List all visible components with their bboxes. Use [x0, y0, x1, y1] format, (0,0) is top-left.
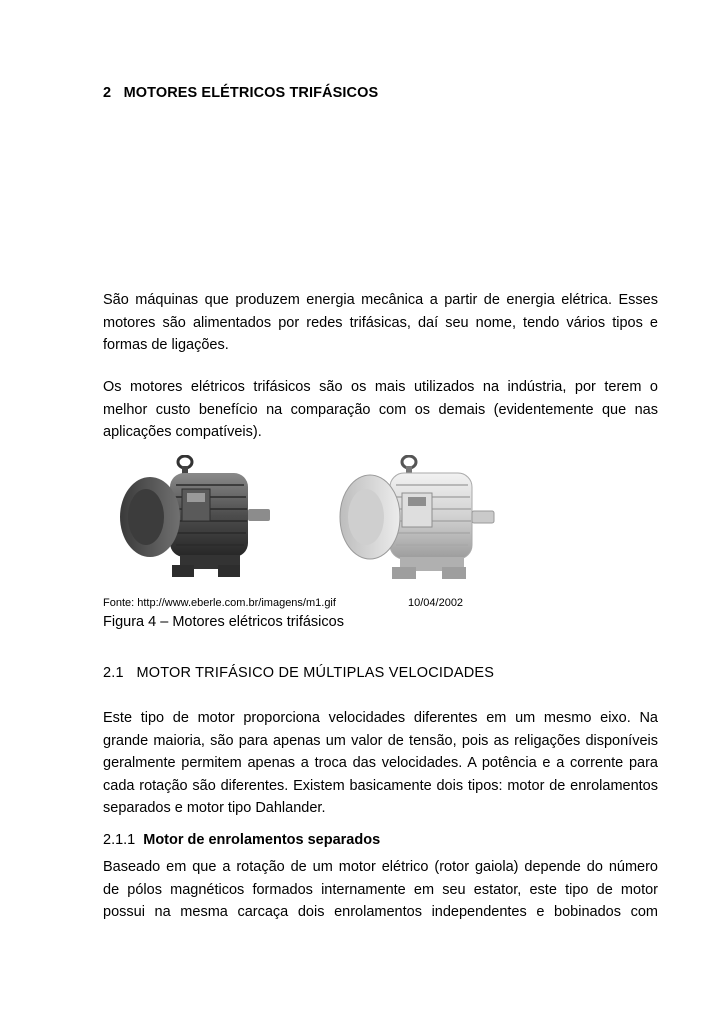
source-date: 10/04/2002: [408, 597, 464, 609]
section-paragraph: [103, 707, 658, 820]
section-heading: 2.1 MOTOR TRIFÁSICO DE MÚLTIPLAS VELOCIDADES: [103, 665, 495, 681]
subsection-title: Motor de enrolamentos separados: [143, 832, 381, 848]
text-line: aplicações compatíveis).: [103, 424, 262, 440]
text-line: motores são alimentados por redes trifásicas, daí seu nome, tendo vários tipos e: [103, 314, 658, 331]
chapter-title: MOTORES ELÉTRICOS TRIFÁSICOS: [123, 85, 379, 101]
text-line: separados e motor tipo Dahlander.: [103, 800, 326, 816]
intro-paragraph-1: [103, 289, 658, 357]
chapter-heading: [103, 85, 378, 101]
figure-source: [103, 597, 464, 609]
text-line: de pólos magnéticos formados internamente em seu estator, este tipo de motor: [103, 881, 658, 898]
text-line: Os motores elétricos trifásicos são os mais utilizados na indústria, por terem o: [103, 379, 658, 395]
subsection-heading: [103, 832, 380, 848]
source-text: Fonte: http://www.eberle.com.br/imagens/m1.gif: [103, 597, 336, 609]
motor-photo-light: [332, 455, 512, 590]
text-line: possui na mesma carcaça dois enrolamentos independentes e bobinados com: [103, 904, 658, 920]
motor-photo-dark: [110, 455, 290, 590]
text-line: formas de ligações.: [103, 337, 229, 353]
subsection-number: 2.1.1: [103, 832, 136, 848]
text-line: grande maioria, são para apenas um valor de tensão, pois as religações disponíveis: [103, 732, 658, 749]
figure-caption: Figura 4 – Motores elétricos trifásicos: [103, 614, 344, 630]
text-line: São máquinas que produzem energia mecânica a partir de energia elétrica. Esses: [103, 292, 658, 308]
chapter-number: 2: [103, 85, 112, 101]
text-line: geralmente permitem apenas a troca das velocidades. A potência e a corrente para: [103, 755, 658, 771]
text-line: Baseado em que a rotação de um motor elétrico (rotor gaiola) depende do número: [103, 859, 658, 875]
intro-paragraph-2: [103, 376, 658, 444]
text-line: melhor custo benefício na comparação com os demais (evidentemente que nas: [103, 401, 658, 418]
text-line: cada rotação são diferentes. Existem basicamente dois tipos: motor de enrolamentos: [103, 777, 658, 794]
subsection-paragraph: [103, 856, 658, 924]
text-line: Este tipo de motor proporciona velocidades diferentes em um mesmo eixo. Na: [103, 710, 658, 726]
